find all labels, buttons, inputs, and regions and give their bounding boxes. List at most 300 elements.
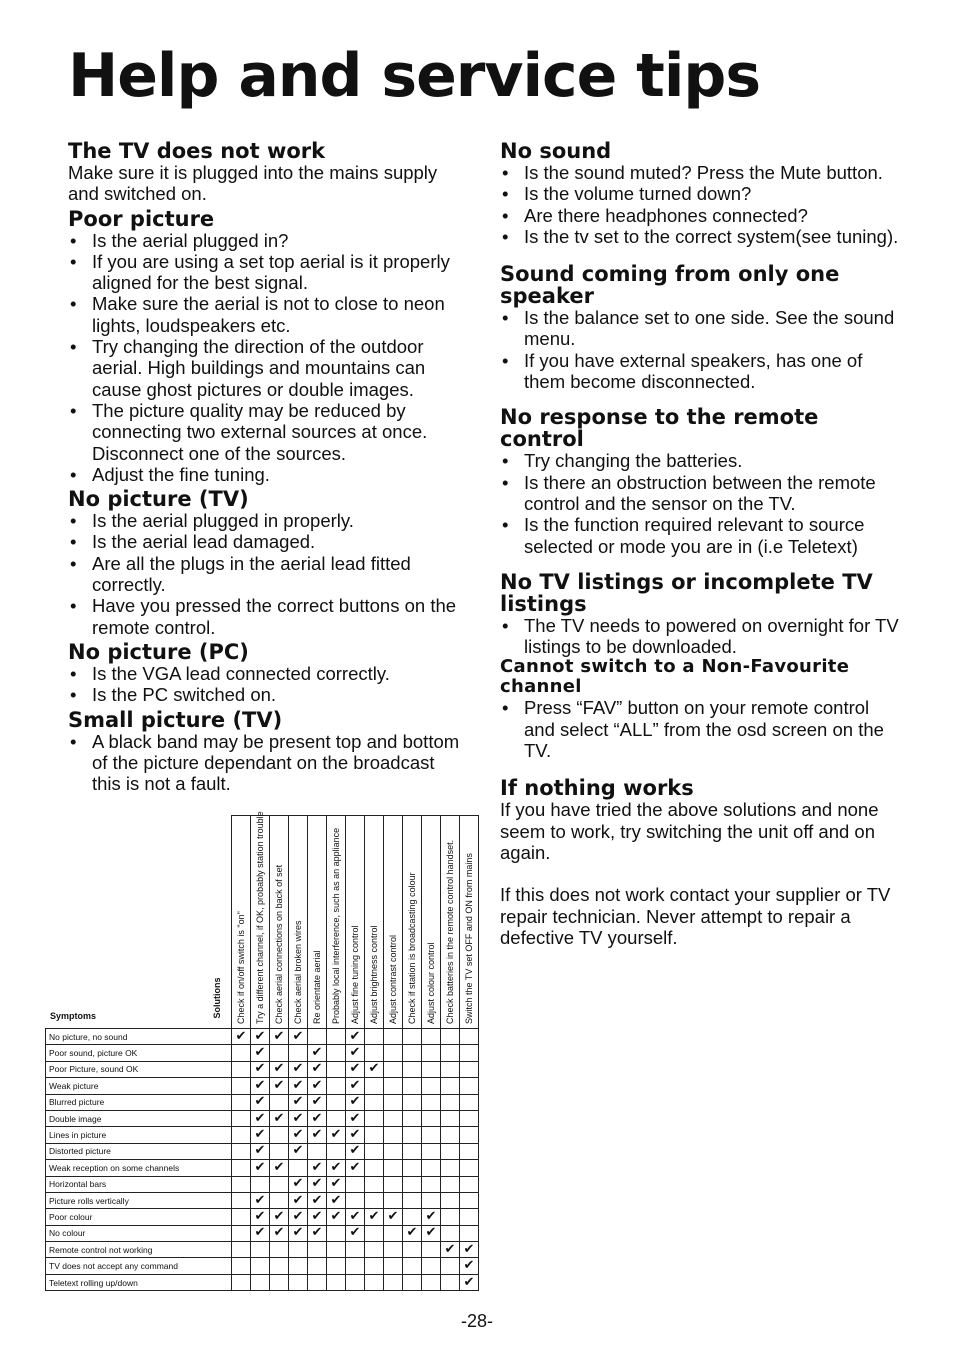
empty-cell xyxy=(384,1192,403,1208)
empty-cell xyxy=(327,1045,346,1061)
solution-header xyxy=(365,816,384,1029)
tick-cell: ✔ xyxy=(270,1110,289,1126)
empty-cell xyxy=(327,1242,346,1258)
empty-cell xyxy=(365,1143,384,1159)
solution-header xyxy=(441,816,460,1029)
empty-cell xyxy=(346,1274,365,1290)
empty-cell xyxy=(365,1029,384,1045)
empty-cell xyxy=(232,1192,251,1208)
left-column xyxy=(68,140,468,794)
table-row xyxy=(46,1209,479,1225)
empty-cell xyxy=(403,1209,422,1225)
empty-cell xyxy=(441,1110,460,1126)
empty-cell xyxy=(308,1242,327,1258)
tick-cell: ✔ xyxy=(251,1143,270,1159)
solution-header xyxy=(308,816,327,1029)
tick-cell: ✔ xyxy=(289,1078,308,1094)
empty-cell xyxy=(365,1242,384,1258)
empty-cell xyxy=(232,1127,251,1143)
list-item: • Is the balance set to one side. See the sound menu. xyxy=(500,307,900,350)
table-row xyxy=(46,1143,479,1159)
empty-cell xyxy=(441,1045,460,1061)
table-row xyxy=(46,1094,479,1110)
empty-cell xyxy=(289,1242,308,1258)
list-item: • The TV needs to powered on overnight for TV listings to be downloaded. xyxy=(500,615,900,658)
tick-cell: ✔ xyxy=(346,1209,365,1225)
empty-cell xyxy=(460,1110,479,1126)
empty-cell xyxy=(384,1274,403,1290)
tick-cell: ✔ xyxy=(289,1225,308,1241)
empty-cell xyxy=(441,1127,460,1143)
list-item: • Is the aerial plugged in? xyxy=(68,230,468,251)
list-item: • Is the sound muted? Press the Mute button. xyxy=(500,162,900,183)
empty-cell xyxy=(403,1094,422,1110)
solution-label: Check aerial broken wires xyxy=(293,920,303,1024)
solution-header xyxy=(270,816,289,1029)
tick-cell: ✔ xyxy=(365,1209,384,1225)
symptom-cell: Distorted picture xyxy=(46,1143,232,1159)
solution-header xyxy=(346,816,365,1029)
tick-cell: ✔ xyxy=(460,1274,479,1290)
tick-cell: ✔ xyxy=(308,1078,327,1094)
section-no-sound xyxy=(500,140,900,247)
table-row xyxy=(46,1258,479,1274)
symptom-cell: Horizontal bars xyxy=(46,1176,232,1192)
tick-cell: ✔ xyxy=(289,1209,308,1225)
empty-cell xyxy=(422,1094,441,1110)
tick-cell: ✔ xyxy=(289,1094,308,1110)
solution-label: Adjust colour control xyxy=(426,942,436,1024)
tick-cell: ✔ xyxy=(251,1061,270,1077)
empty-cell xyxy=(403,1160,422,1176)
empty-cell xyxy=(365,1176,384,1192)
empty-cell xyxy=(441,1258,460,1274)
empty-cell xyxy=(384,1078,403,1094)
tick-cell: ✔ xyxy=(403,1225,422,1241)
tick-cell: ✔ xyxy=(384,1209,403,1225)
table-row xyxy=(46,1110,479,1126)
empty-cell xyxy=(441,1078,460,1094)
empty-cell xyxy=(384,1045,403,1061)
tick-cell: ✔ xyxy=(270,1078,289,1094)
list-item: • Is the volume turned down? xyxy=(500,183,900,204)
list-item: • A black band may be present top and bottom of the picture dependant on the broadcast this is not a fault. xyxy=(68,731,468,795)
empty-cell xyxy=(327,1258,346,1274)
empty-cell xyxy=(460,1127,479,1143)
list-item: • Are all the plugs in the aerial lead fitted correctly. xyxy=(68,553,468,596)
empty-cell xyxy=(460,1094,479,1110)
empty-cell xyxy=(270,1192,289,1208)
tick-cell: ✔ xyxy=(270,1225,289,1241)
empty-cell xyxy=(365,1045,384,1061)
tick-cell: ✔ xyxy=(460,1258,479,1274)
empty-cell xyxy=(251,1274,270,1290)
solution-header xyxy=(403,816,422,1029)
empty-cell xyxy=(251,1242,270,1258)
empty-cell xyxy=(251,1258,270,1274)
tick-cell: ✔ xyxy=(308,1061,327,1077)
empty-cell xyxy=(232,1242,251,1258)
empty-cell xyxy=(365,1110,384,1126)
empty-cell xyxy=(270,1045,289,1061)
tick-cell: ✔ xyxy=(346,1127,365,1143)
symptom-cell: No picture, no sound xyxy=(46,1029,232,1045)
solution-header xyxy=(460,816,479,1029)
section-heading: Sound coming from only one speaker xyxy=(500,262,840,309)
empty-cell xyxy=(441,1225,460,1241)
tick-cell: ✔ xyxy=(327,1176,346,1192)
symptom-cell: Double image xyxy=(46,1110,232,1126)
tick-cell: ✔ xyxy=(346,1078,365,1094)
list-item: • Is the tv set to the correct system(see tuning). xyxy=(500,226,900,247)
table-row xyxy=(46,1029,479,1045)
list-item: • Press “FAV” button on your remote control and select “ALL” from the osd screen on the TV. xyxy=(500,697,900,761)
tick-cell: ✔ xyxy=(251,1110,270,1126)
list-item: • Is the function required relevant to source selected or mode you are in (i.e Teletext) xyxy=(500,514,900,557)
empty-cell xyxy=(270,1143,289,1159)
empty-cell xyxy=(289,1045,308,1061)
tick-cell: ✔ xyxy=(270,1029,289,1045)
tick-cell: ✔ xyxy=(270,1209,289,1225)
empty-cell xyxy=(460,1176,479,1192)
empty-cell xyxy=(460,1209,479,1225)
tick-cell: ✔ xyxy=(327,1160,346,1176)
empty-cell xyxy=(232,1258,251,1274)
empty-cell xyxy=(422,1160,441,1176)
solutions-label: Solutions xyxy=(212,977,222,1019)
header-spacer xyxy=(46,816,232,1029)
tick-cell: ✔ xyxy=(251,1192,270,1208)
empty-cell xyxy=(365,1160,384,1176)
list-item: • Make sure the aerial is not to close to neon lights, loudspeakers etc. xyxy=(68,293,468,336)
tick-cell: ✔ xyxy=(308,1209,327,1225)
empty-cell xyxy=(232,1160,251,1176)
symptom-cell: Poor colour xyxy=(46,1209,232,1225)
empty-cell xyxy=(270,1127,289,1143)
list-item: • The picture quality may be reduced by connecting two external sources at once. Disconnect one of the sources. xyxy=(68,400,468,464)
empty-cell xyxy=(346,1192,365,1208)
empty-cell xyxy=(422,1242,441,1258)
tick-cell: ✔ xyxy=(289,1110,308,1126)
table-row xyxy=(46,1061,479,1077)
section-one-speaker xyxy=(500,263,900,392)
tick-cell: ✔ xyxy=(251,1029,270,1045)
empty-cell xyxy=(384,1258,403,1274)
page-number: -28- xyxy=(460,1311,493,1331)
empty-cell xyxy=(460,1061,479,1077)
tick-cell: ✔ xyxy=(327,1209,346,1225)
tick-cell: ✔ xyxy=(251,1078,270,1094)
section-no-tv-listings xyxy=(500,571,900,761)
table-row xyxy=(46,1045,479,1061)
empty-cell xyxy=(460,1225,479,1241)
empty-cell xyxy=(422,1127,441,1143)
solution-header xyxy=(251,811,270,1029)
solution-label: Switch the TV set OFF and ON from mains xyxy=(464,853,474,1024)
section-poor-picture xyxy=(68,208,468,486)
empty-cell xyxy=(403,1274,422,1290)
list-item: • Try changing the direction of the outdoor aerial. High buildings and mountains can cause ghost pictures or double images. xyxy=(68,336,468,400)
tick-cell: ✔ xyxy=(346,1160,365,1176)
empty-cell xyxy=(270,1258,289,1274)
empty-cell xyxy=(441,1274,460,1290)
tick-cell: ✔ xyxy=(346,1094,365,1110)
symptom-cell: Lines in picture xyxy=(46,1127,232,1143)
empty-cell xyxy=(403,1143,422,1159)
empty-cell xyxy=(422,1061,441,1077)
empty-cell xyxy=(403,1029,422,1045)
tick-cell: ✔ xyxy=(251,1209,270,1225)
empty-cell xyxy=(308,1258,327,1274)
empty-cell xyxy=(232,1045,251,1061)
tick-cell: ✔ xyxy=(251,1094,270,1110)
empty-cell xyxy=(441,1192,460,1208)
list-item: • Try changing the batteries. xyxy=(500,450,900,471)
tick-cell: ✔ xyxy=(460,1242,479,1258)
tick-cell: ✔ xyxy=(308,1110,327,1126)
section-if-nothing-works xyxy=(500,777,900,948)
empty-cell xyxy=(327,1029,346,1045)
tick-cell: ✔ xyxy=(365,1061,384,1077)
empty-cell xyxy=(422,1045,441,1061)
table-row xyxy=(46,1078,479,1094)
solution-header xyxy=(289,816,308,1029)
symptom-cell: Weak picture xyxy=(46,1078,232,1094)
symptom-cell: Picture rolls vertically xyxy=(46,1192,232,1208)
tick-cell: ✔ xyxy=(346,1110,365,1126)
section-heading: No TV listings or incomplete TV listings xyxy=(500,569,873,616)
empty-cell xyxy=(308,1143,327,1159)
empty-cell xyxy=(232,1078,251,1094)
tick-cell: ✔ xyxy=(308,1225,327,1241)
section-heading: The TV does not work xyxy=(68,139,326,163)
empty-cell xyxy=(289,1160,308,1176)
symptom-cell: Remote control not working xyxy=(46,1242,232,1258)
section-small-picture-tv xyxy=(68,709,468,795)
empty-cell xyxy=(403,1192,422,1208)
empty-cell xyxy=(422,1110,441,1126)
section-text: Make sure it is plugged into the mains supply and switched on. xyxy=(68,162,438,205)
empty-cell xyxy=(384,1061,403,1077)
empty-cell xyxy=(365,1078,384,1094)
empty-cell xyxy=(232,1061,251,1077)
empty-cell xyxy=(403,1176,422,1192)
solution-label: Try a different channel, if OK, probably station trouble xyxy=(255,811,265,1024)
tick-cell: ✔ xyxy=(422,1225,441,1241)
empty-cell xyxy=(327,1143,346,1159)
empty-cell xyxy=(365,1258,384,1274)
solution-header xyxy=(327,816,346,1029)
tick-cell: ✔ xyxy=(232,1029,251,1045)
empty-cell xyxy=(422,1258,441,1274)
tick-cell: ✔ xyxy=(422,1209,441,1225)
tick-cell: ✔ xyxy=(308,1160,327,1176)
solution-header xyxy=(384,816,403,1029)
section-heading: No picture (PC) xyxy=(68,639,249,664)
empty-cell xyxy=(346,1176,365,1192)
solution-label: Adjust fine tuning control xyxy=(350,925,360,1024)
empty-cell xyxy=(384,1029,403,1045)
tick-cell: ✔ xyxy=(270,1160,289,1176)
solution-label: Probably local interference, such as an appliance xyxy=(331,827,341,1024)
empty-cell xyxy=(270,1176,289,1192)
empty-cell xyxy=(270,1274,289,1290)
empty-cell xyxy=(441,1094,460,1110)
tick-cell: ✔ xyxy=(308,1127,327,1143)
empty-cell xyxy=(403,1061,422,1077)
empty-cell xyxy=(346,1242,365,1258)
empty-cell xyxy=(308,1274,327,1290)
list-item: • Have you pressed the correct buttons on the remote control. xyxy=(68,595,468,638)
tick-cell: ✔ xyxy=(251,1127,270,1143)
solution-header xyxy=(232,816,251,1029)
empty-cell xyxy=(232,1225,251,1241)
empty-cell xyxy=(441,1160,460,1176)
empty-cell xyxy=(403,1045,422,1061)
empty-cell xyxy=(384,1225,403,1241)
table-row xyxy=(46,1274,479,1290)
section-tv-does-not-work xyxy=(68,140,468,205)
right-column xyxy=(500,140,900,948)
empty-cell xyxy=(422,1078,441,1094)
empty-cell xyxy=(422,1143,441,1159)
empty-cell xyxy=(232,1274,251,1290)
empty-cell xyxy=(403,1110,422,1126)
empty-cell xyxy=(422,1176,441,1192)
symptom-cell: Weak reception on some channels xyxy=(46,1160,232,1176)
section-heading: Poor picture xyxy=(68,206,215,231)
tick-cell: ✔ xyxy=(308,1176,327,1192)
tick-cell: ✔ xyxy=(289,1143,308,1159)
tick-cell: ✔ xyxy=(251,1160,270,1176)
list-item: • Is the aerial lead damaged. xyxy=(68,531,468,552)
empty-cell xyxy=(460,1160,479,1176)
empty-cell xyxy=(403,1127,422,1143)
table-row xyxy=(46,1160,479,1176)
solution-label: Re orientate aerial xyxy=(312,950,322,1024)
empty-cell xyxy=(384,1127,403,1143)
empty-cell xyxy=(441,1061,460,1077)
tick-cell: ✔ xyxy=(346,1061,365,1077)
tick-cell: ✔ xyxy=(308,1045,327,1061)
section-no-picture-tv xyxy=(68,488,468,638)
empty-cell xyxy=(251,1176,270,1192)
symptom-cell: Teletext rolling up/down xyxy=(46,1274,232,1290)
empty-cell xyxy=(403,1078,422,1094)
tick-cell: ✔ xyxy=(346,1029,365,1045)
list-item: • If you have external speakers, has one of them become disconnected. xyxy=(500,350,900,393)
empty-cell xyxy=(289,1258,308,1274)
list-item: • Is the aerial plugged in properly. xyxy=(68,510,468,531)
empty-cell xyxy=(327,1110,346,1126)
empty-cell xyxy=(384,1176,403,1192)
empty-cell xyxy=(327,1094,346,1110)
empty-cell xyxy=(327,1274,346,1290)
empty-cell xyxy=(365,1192,384,1208)
tick-cell: ✔ xyxy=(251,1045,270,1061)
empty-cell xyxy=(384,1160,403,1176)
section-no-picture-pc xyxy=(68,641,468,706)
solution-header xyxy=(422,816,441,1029)
tick-cell: ✔ xyxy=(308,1094,327,1110)
tick-cell: ✔ xyxy=(289,1192,308,1208)
empty-cell xyxy=(403,1242,422,1258)
empty-cell xyxy=(365,1225,384,1241)
list-item: • Is the VGA lead connected correctly. xyxy=(68,663,468,684)
solution-label: Adjust brightness control xyxy=(369,925,379,1024)
tick-cell: ✔ xyxy=(289,1176,308,1192)
solution-label: Check aerial connections on back of set xyxy=(274,864,284,1024)
table-row xyxy=(46,1192,479,1208)
section-text: If this does not work contact your supplier or TV repair technician. Never attempt to repair a defective TV yourself. xyxy=(500,884,891,948)
empty-cell xyxy=(422,1029,441,1045)
symptoms-label: Symptoms xyxy=(50,1011,97,1021)
empty-cell xyxy=(460,1192,479,1208)
empty-cell xyxy=(308,1029,327,1045)
tick-cell: ✔ xyxy=(289,1029,308,1045)
symptom-cell: TV does not accept any command xyxy=(46,1258,232,1274)
empty-cell xyxy=(460,1029,479,1045)
empty-cell xyxy=(384,1110,403,1126)
empty-cell xyxy=(365,1274,384,1290)
tick-cell: ✔ xyxy=(346,1225,365,1241)
list-item: • Are there headphones connected? xyxy=(500,205,900,226)
empty-cell xyxy=(327,1061,346,1077)
tick-cell: ✔ xyxy=(441,1242,460,1258)
page-title: Help and service tips xyxy=(68,41,761,111)
empty-cell xyxy=(232,1143,251,1159)
list-item: • Is the PC switched on. xyxy=(68,684,468,705)
section-text: If you have tried the above solutions and none seem to work, try switching the unit off and on again. xyxy=(500,799,879,863)
empty-cell xyxy=(232,1209,251,1225)
empty-cell xyxy=(441,1143,460,1159)
solution-label: Adjust contrast control xyxy=(388,934,398,1024)
section-no-remote-response xyxy=(500,406,900,556)
empty-cell xyxy=(289,1274,308,1290)
section-heading: No sound xyxy=(500,139,612,163)
table-row xyxy=(46,1176,479,1192)
symptom-cell: No colour xyxy=(46,1225,232,1241)
table-row xyxy=(46,1225,479,1241)
section-heading: No picture (TV) xyxy=(68,487,249,512)
section-heading: Small picture (TV) xyxy=(68,707,283,732)
empty-cell xyxy=(270,1242,289,1258)
empty-cell xyxy=(270,1094,289,1110)
empty-cell xyxy=(441,1176,460,1192)
solution-label: Check if on/off switch is "on" xyxy=(236,911,246,1024)
solution-label: Check batteries in the remote control handset. xyxy=(445,839,455,1024)
tick-cell: ✔ xyxy=(346,1045,365,1061)
empty-cell xyxy=(384,1143,403,1159)
section-heading: No response to the remote control xyxy=(500,405,819,452)
tick-cell: ✔ xyxy=(270,1061,289,1077)
empty-cell xyxy=(365,1094,384,1110)
solution-label: Check if station is broadcasting colour xyxy=(407,872,417,1024)
subsection-heading: Cannot switch to a Non-Favourite channel xyxy=(500,656,850,698)
empty-cell xyxy=(232,1176,251,1192)
empty-cell xyxy=(422,1274,441,1290)
empty-cell xyxy=(327,1225,346,1241)
empty-cell xyxy=(232,1094,251,1110)
tick-cell: ✔ xyxy=(289,1127,308,1143)
empty-cell xyxy=(365,1127,384,1143)
table-row xyxy=(46,1127,479,1143)
section-heading: If nothing works xyxy=(500,776,694,801)
table-row xyxy=(46,1242,479,1258)
empty-cell xyxy=(346,1258,365,1274)
tick-cell: ✔ xyxy=(251,1225,270,1241)
empty-cell xyxy=(327,1078,346,1094)
